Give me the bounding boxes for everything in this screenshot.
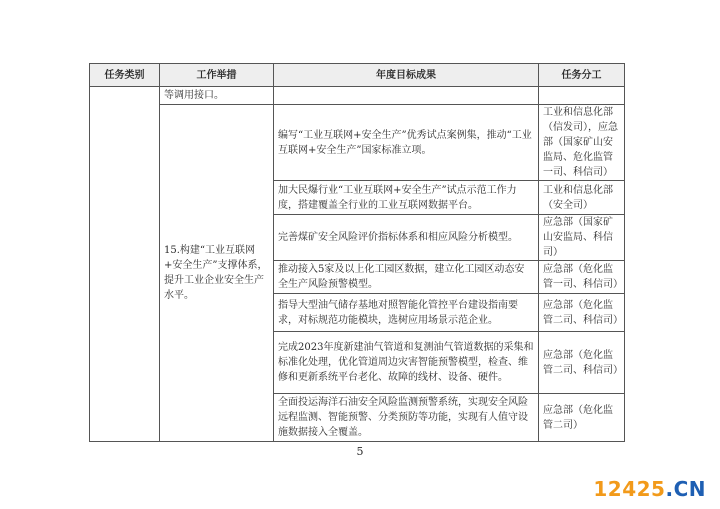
site-watermark bbox=[593, 477, 706, 501]
measure-cell: 15.构建“工业互联网+安全生产”支撑体系，提升工业企业安全生产水平。 bbox=[160, 105, 274, 442]
task-table bbox=[89, 63, 625, 442]
division-cell: 工业和信息化部（安全司） bbox=[539, 181, 625, 215]
header-division: 任务分工 bbox=[539, 64, 625, 87]
watermark-number: 12425 bbox=[593, 477, 666, 501]
goal-cell: 完成2023年度新建油气管道和复测油气管道数据的采集和标准化处理，优化管道周边灾害智能预警模型，检查、维修和更新系统平台老化、故障的线材、设备、硬件。 bbox=[274, 332, 539, 394]
page-number: 5 bbox=[356, 445, 364, 458]
goal-cell: 编写“工业互联网+安全生产”优秀试点案例集，推动“工业互联网+安全生产”国家标准立项。 bbox=[274, 105, 539, 181]
division-cell: 工业和信息化部（信发司），应急部（国家矿山安监局、危化监管一司、科信司） bbox=[539, 105, 625, 181]
header-measure: 工作举措 bbox=[160, 64, 274, 87]
division-cell: 应急部（危化监管二司、科信司） bbox=[539, 294, 625, 332]
goal-cell: 指导大型油气储存基地对照智能化管控平台建设指南要求，对标规范功能模块，选树应用场景示范企业。 bbox=[274, 294, 539, 332]
goal-cell: 完善煤矿安全风险评价指标体系和相应风险分析模型。 bbox=[274, 215, 539, 261]
division-cell: 应急部（危化监管二司、科信司） bbox=[539, 332, 625, 394]
continuation-goal-cell bbox=[274, 87, 539, 105]
task-category-cell bbox=[90, 87, 160, 442]
continuation-text: 等调用接口。 bbox=[160, 87, 274, 105]
header-row bbox=[90, 64, 625, 87]
goal-cell: 推动接入5家及以上化工园区数据，建立化工园区动态安全生产风险预警模型。 bbox=[274, 261, 539, 294]
continuation-row bbox=[90, 87, 625, 105]
division-cell: 应急部（危化监管二司） bbox=[539, 394, 625, 442]
header-annual-goal: 年度目标成果 bbox=[274, 64, 539, 87]
goal-cell: 全面投运海洋石油安全风险监测预警系统，实现安全风险远程监测、智能预警、分类预防等功能，实现有人值守设施数据接入全覆盖。 bbox=[274, 394, 539, 442]
continuation-division-cell bbox=[539, 87, 625, 105]
header-task-category: 任务类别 bbox=[90, 64, 160, 87]
division-cell: 应急部（国家矿山安监局、科信司） bbox=[539, 215, 625, 261]
division-cell: 应急部（危化监管一司、科信司） bbox=[539, 261, 625, 294]
table-row bbox=[90, 105, 625, 181]
watermark-domain: .CN bbox=[665, 477, 706, 501]
goal-cell: 加大民爆行业“工业互联网+安全生产”试点示范工作力度，搭建覆盖全行业的工业互联网数据平台。 bbox=[274, 181, 539, 215]
